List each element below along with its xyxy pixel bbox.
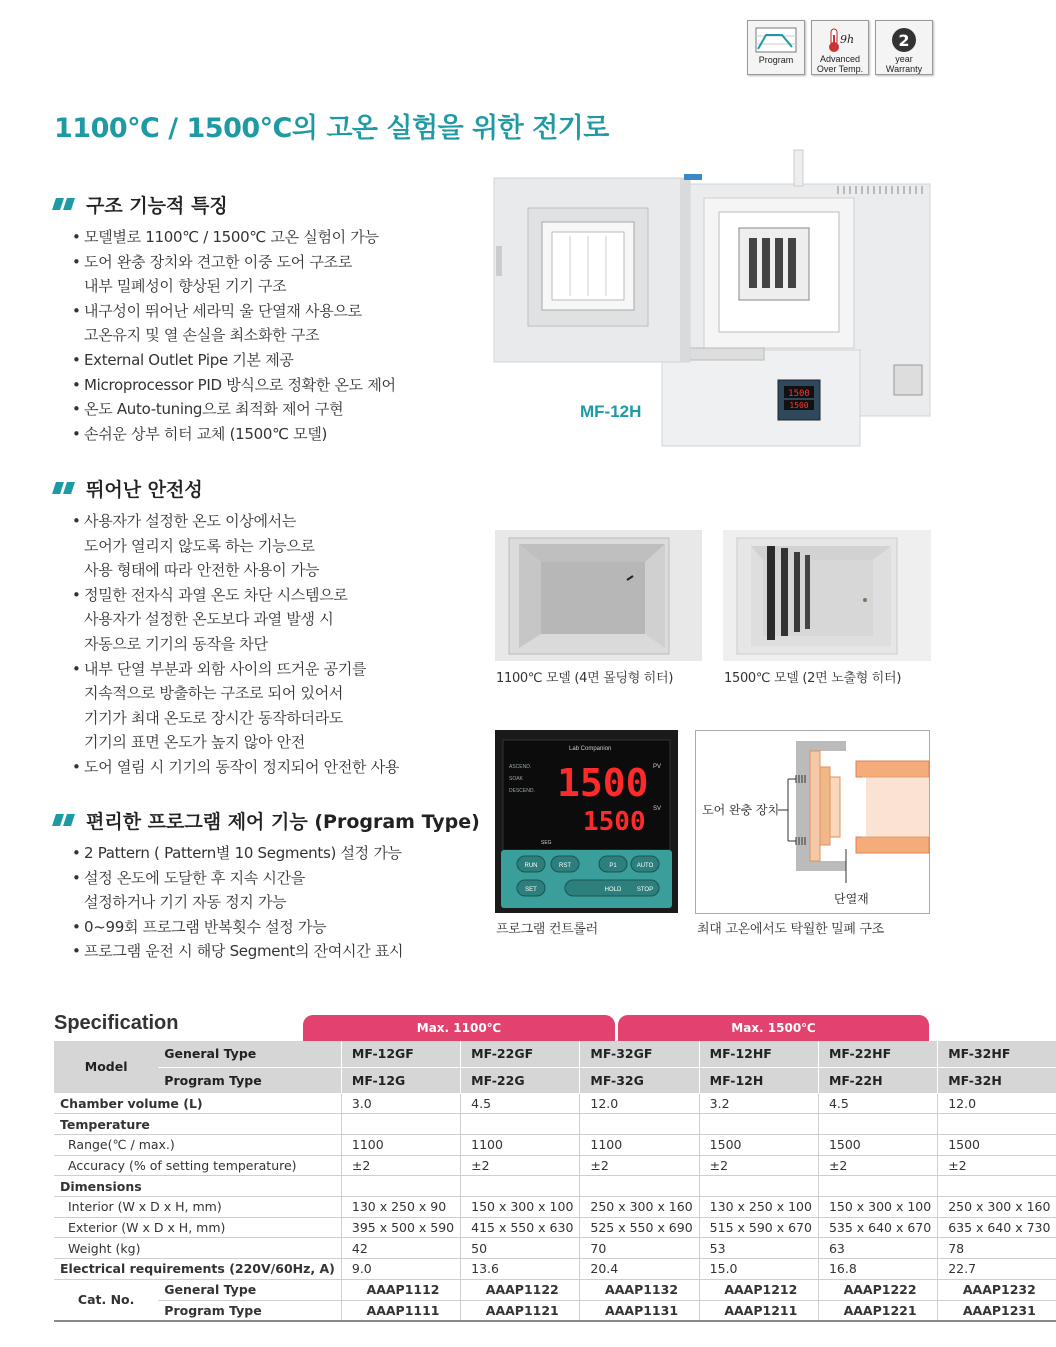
- spec-value: 9.0: [341, 1259, 460, 1280]
- spec-value: 42: [341, 1238, 460, 1259]
- model-name: MF-32HF: [938, 1041, 1056, 1067]
- spec-value: 130 x 250 x 90: [341, 1196, 460, 1217]
- controller-label: DESCEND.: [509, 788, 535, 794]
- bullet-dot: •: [72, 917, 81, 936]
- program-type-header: Program Type: [158, 1067, 341, 1093]
- bullet-item: [54, 915, 494, 940]
- bullet-item: [54, 373, 474, 398]
- program-type-label: Program Type: [158, 1300, 341, 1321]
- row-label: Electrical requirements (220V/60Hz, A): [54, 1259, 341, 1280]
- program-controller-image: [495, 730, 678, 913]
- bullet-dot: •: [72, 868, 81, 887]
- section-bullet-icon: [54, 196, 76, 212]
- model-name: MF-32GF: [580, 1041, 699, 1067]
- bullet-line: 설정 온도에 도달한 후 지속 시간을: [84, 868, 306, 887]
- chamber-1500-caption: 1500℃ 모델 (2면 노출형 히터): [724, 671, 902, 686]
- stop-button: STOP: [636, 887, 654, 893]
- cat-number: AAAP1112: [341, 1279, 460, 1300]
- bullet-line: 2 Pattern ( Pattern별 10 Segments) 설정 가능: [84, 844, 402, 862]
- spec-value: [580, 1176, 699, 1197]
- chamber-1500-image: [723, 530, 931, 661]
- model-header: Model: [54, 1041, 158, 1093]
- hold-button: HOLD: [604, 887, 622, 893]
- bullet-item: [54, 657, 474, 755]
- bullet-line: 도어 완충 장치와 견고한 이중 도어 구조로: [84, 252, 353, 271]
- p1-button: P1: [609, 863, 617, 869]
- bullet-item: [54, 939, 494, 964]
- general-type-header: General Type: [158, 1041, 341, 1067]
- group-1500-header: Max. 1500℃: [618, 1015, 929, 1041]
- spec-value: 415 x 550 x 630: [461, 1217, 580, 1238]
- spec-value: 395 x 500 x 590: [341, 1217, 460, 1238]
- bullet-line: 프로그램 운전 시 해당 Segment의 잔여시간 표시: [84, 942, 404, 961]
- spec-table: [54, 1041, 1056, 1322]
- model-label: MF-12H: [580, 402, 642, 421]
- cat-number: AAAP1211: [699, 1300, 818, 1321]
- bullet-item: [54, 866, 494, 915]
- bullet-dot: •: [72, 228, 81, 246]
- bullet-line: 손쉬운 상부 히터 교체 (1500℃ 모델): [84, 424, 328, 443]
- cat-number: AAAP1222: [818, 1279, 937, 1300]
- bullet-line: 모델별로 1100℃ / 1500℃ 고온 실험이 가능: [84, 228, 379, 246]
- spec-value: 20.4: [580, 1259, 699, 1280]
- bullet-line: Microprocessor PID 방식으로 정확한 온도 제어: [84, 375, 396, 394]
- sv-label: SV: [653, 806, 662, 812]
- model-name: MF-22GF: [461, 1041, 580, 1067]
- cat-number: AAAP1232: [938, 1279, 1056, 1300]
- table-row: [54, 1176, 1056, 1197]
- spec-value: 150 x 300 x 100: [461, 1196, 580, 1217]
- door-buffer-label: 도어 완충 장치: [702, 803, 780, 817]
- spec-value: 50: [461, 1238, 580, 1259]
- cat-number: AAAP1122: [461, 1279, 580, 1300]
- bullet-dot: •: [72, 350, 81, 369]
- spec-value: ±2: [341, 1155, 460, 1176]
- page-title: 1100℃ / 1500℃의 고온 실험을 위한 전기로: [54, 113, 609, 144]
- seal-caption: 최대 고온에서도 탁월한 밀폐 구조: [697, 922, 884, 937]
- furnace-product-image: [494, 150, 934, 450]
- warranty-badge: [875, 20, 933, 75]
- spec-value: 3.0: [341, 1093, 460, 1114]
- spec-value: [580, 1114, 699, 1135]
- bullet-item: [54, 422, 474, 447]
- bullet-dot: •: [72, 512, 81, 530]
- bullet-line: 사용자가 설정한 온도보다 과열 발생 시: [84, 610, 334, 629]
- spec-value: [938, 1114, 1056, 1135]
- spec-value: 150 x 300 x 100: [818, 1196, 937, 1217]
- model-name: MF-32G: [580, 1067, 699, 1093]
- bullet-dot: •: [72, 301, 81, 320]
- table-row: [54, 1114, 1056, 1135]
- bullet-line: 지속적으로 방출하는 구조로 되어 있어서: [84, 684, 344, 703]
- row-label: Dimensions: [54, 1176, 341, 1197]
- bullet-dot: •: [72, 252, 81, 271]
- spec-value: 250 x 300 x 160: [580, 1196, 699, 1217]
- spec-value: 130 x 250 x 100: [699, 1196, 818, 1217]
- section-structure: [54, 190, 474, 446]
- spec-value: ±2: [818, 1155, 937, 1176]
- model-name: MF-12HF: [699, 1041, 818, 1067]
- spec-value: 525 x 550 x 690: [580, 1217, 699, 1238]
- bullet-line: 내부 단열 부분과 외함 사이의 뜨거운 공기를: [84, 659, 367, 678]
- table-row: [54, 1196, 1056, 1217]
- bullet-dot: •: [72, 757, 81, 776]
- seal-structure-diagram: [695, 730, 930, 914]
- bullet-line: 0~99회 프로그램 반복횟수 설정 가능: [84, 917, 327, 936]
- row-label: Interior (W x D x H, mm): [54, 1196, 341, 1217]
- spec-value: 63: [818, 1238, 937, 1259]
- spec-value: [699, 1176, 818, 1197]
- bullet-item: [54, 583, 474, 657]
- model-name: MF-12G: [341, 1067, 460, 1093]
- cat-number: AAAP1131: [580, 1300, 699, 1321]
- spec-value: 1100: [461, 1134, 580, 1155]
- spec-value: [461, 1176, 580, 1197]
- bullet-dot: •: [72, 844, 81, 862]
- bullet-line: 고온유지 및 열 손실을 최소화한 구조: [84, 326, 320, 345]
- program-badge: [747, 20, 805, 75]
- spec-value: 12.0: [580, 1093, 699, 1114]
- bullet-line: 사용 형태에 따라 안전한 사용이 가능: [84, 561, 320, 580]
- run-button: RUN: [524, 863, 538, 869]
- row-label: Temperature: [54, 1114, 341, 1135]
- bullet-item: [54, 841, 494, 866]
- feature-badges: [747, 20, 933, 75]
- general-type-label: General Type: [158, 1279, 341, 1300]
- section-heading: 편리한 프로그램 제어 기능 (Program Type): [86, 810, 480, 833]
- controller-sv-display: 1500: [583, 807, 646, 837]
- model-name: MF-12H: [699, 1067, 818, 1093]
- bullet-dot: •: [72, 424, 81, 443]
- spec-value: ±2: [699, 1155, 818, 1176]
- spec-value: [818, 1114, 937, 1135]
- controller-label: ASCEND.: [509, 764, 532, 770]
- bullet-line: 온도 Auto-tuning으로 최적화 제어 구현: [84, 400, 344, 419]
- spec-value: [461, 1114, 580, 1135]
- spec-value: 250 x 300 x 160: [938, 1196, 1056, 1217]
- spec-value: 1500: [818, 1134, 937, 1155]
- bullet-dot: •: [72, 942, 81, 961]
- bullet-item: [54, 225, 474, 250]
- spec-value: [341, 1176, 460, 1197]
- spec-value: 1100: [341, 1134, 460, 1155]
- spec-value: [699, 1114, 818, 1135]
- bullet-dot: •: [72, 659, 81, 678]
- section-safety: [54, 474, 474, 780]
- cat-number: AAAP1231: [938, 1300, 1056, 1321]
- bullet-item: [54, 348, 474, 373]
- cat-number: AAAP1132: [580, 1279, 699, 1300]
- bullet-item: [54, 397, 474, 422]
- spec-value: 635 x 640 x 730: [938, 1217, 1056, 1238]
- bullet-line: 기기의 표면 온도가 높지 않아 안전: [84, 733, 306, 752]
- spec-value: 16.8: [818, 1259, 937, 1280]
- bullet-item: [54, 299, 474, 348]
- spec-value: 22.7: [938, 1259, 1056, 1280]
- spec-value: ±2: [938, 1155, 1056, 1176]
- chamber-1100-caption: 1100℃ 모델 (4면 몰딩형 히터): [496, 671, 674, 686]
- model-name: MF-22HF: [818, 1041, 937, 1067]
- table-row: [54, 1155, 1056, 1176]
- table-row: [54, 1134, 1056, 1155]
- bullet-item: [54, 250, 474, 299]
- cat-no-label: Cat. No.: [54, 1279, 158, 1321]
- controller-pv-display: 1500: [557, 761, 649, 805]
- section-heading: 뛰어난 안전성: [86, 478, 203, 501]
- spec-value: [818, 1176, 937, 1197]
- cat-number: AAAP1221: [818, 1300, 937, 1321]
- controller-label: SOAK: [509, 776, 523, 782]
- spec-value: 1500: [938, 1134, 1056, 1155]
- spec-value: 70: [580, 1238, 699, 1259]
- bullet-dot: •: [72, 375, 81, 394]
- cat-number: AAAP1111: [341, 1300, 460, 1321]
- svg-text:1500: 1500: [789, 401, 809, 410]
- spec-value: 1100: [580, 1134, 699, 1155]
- section-heading: 구조 기능적 특징: [86, 194, 228, 217]
- bullet-item: [54, 755, 474, 780]
- spec-value: [341, 1114, 460, 1135]
- spec-value: [938, 1176, 1056, 1197]
- row-label: Weight (kg): [54, 1238, 341, 1259]
- cat-number: AAAP1212: [699, 1279, 818, 1300]
- spec-value: 13.6: [461, 1259, 580, 1280]
- badge-label: year Warranty: [885, 54, 923, 74]
- table-row: [54, 1217, 1056, 1238]
- bullet-line: 내부 밀폐성이 향상된 기기 구조: [84, 277, 287, 296]
- bullet-line: 사용자가 설정한 온도 이상에서는: [84, 512, 297, 530]
- controller-brand: Lab Companion: [569, 746, 612, 752]
- row-label: Exterior (W x D x H, mm): [54, 1217, 341, 1238]
- pv-label: PV: [653, 764, 662, 770]
- bullet-line: 기기가 최대 온도로 장시간 동작하더라도: [84, 708, 344, 727]
- bullet-line: 도어가 열리지 않도록 하는 기능으로: [84, 536, 315, 555]
- model-name: MF-22G: [461, 1067, 580, 1093]
- badge-label: Program: [758, 55, 794, 65]
- spec-value: 515 x 590 x 670: [699, 1217, 818, 1238]
- svg-text:1500: 1500: [788, 389, 810, 399]
- program-graph-icon: [755, 25, 797, 55]
- badge-label: Advanced Over Temp.: [816, 54, 864, 74]
- table-row: [54, 1259, 1056, 1280]
- svg-text:9h: 9h: [840, 32, 855, 46]
- auto-button: AUTO: [636, 863, 654, 869]
- warranty-number: 2: [898, 30, 910, 50]
- bullet-line: 정밀한 전자식 과열 온도 차단 시스템으로: [84, 585, 348, 604]
- table-row: [54, 1093, 1056, 1114]
- controller-caption: 프로그램 컨트롤러: [496, 922, 598, 937]
- bullet-dot: •: [72, 400, 81, 419]
- spec-value: 12.0: [938, 1093, 1056, 1114]
- bullet-line: 도어 열림 시 기기의 동작이 정지되어 안전한 사용: [84, 757, 400, 776]
- spec-title: Specification: [54, 1012, 179, 1034]
- spec-value: 3.2: [699, 1093, 818, 1114]
- program-list: [54, 841, 494, 964]
- set-button: SET: [525, 887, 537, 893]
- bullet-line: External Outlet Pipe 기본 제공: [84, 350, 294, 369]
- thermometer-icon: [823, 25, 857, 54]
- seg-label: SEG: [541, 840, 552, 846]
- row-label: Chamber volume (L): [54, 1093, 341, 1114]
- bullet-item: [54, 509, 474, 583]
- bullet-dot: •: [72, 585, 81, 604]
- spec-value: ±2: [580, 1155, 699, 1176]
- bullet-line: 내구성이 뛰어난 세라믹 울 단열재 사용으로: [84, 301, 362, 320]
- feature-list: [54, 225, 474, 446]
- over-temp-badge: [811, 20, 869, 75]
- bullet-line: 설정하거나 기기 자동 정지 가능: [84, 893, 287, 912]
- rst-button: RST: [559, 863, 571, 869]
- insulation-label: 단열재: [834, 892, 869, 906]
- spec-value: 53: [699, 1238, 818, 1259]
- model-name: MF-12GF: [341, 1041, 460, 1067]
- warranty-2-icon: [890, 25, 918, 54]
- spec-value: 535 x 640 x 670: [818, 1217, 937, 1238]
- section-bullet-icon: [54, 812, 76, 828]
- section-program: [54, 806, 494, 964]
- row-label: Range(℃ / max.): [54, 1134, 341, 1155]
- model-name: MF-22H: [818, 1067, 937, 1093]
- table-row: [54, 1238, 1056, 1259]
- bullet-line: 자동으로 기기의 동작을 차단: [84, 634, 268, 653]
- model-name: MF-32H: [938, 1067, 1056, 1093]
- row-label: Accuracy (% of setting temperature): [54, 1155, 341, 1176]
- cat-number: AAAP1121: [461, 1300, 580, 1321]
- spec-value: 15.0: [699, 1259, 818, 1280]
- chamber-1100-image: [495, 530, 702, 661]
- section-bullet-icon: [54, 480, 76, 496]
- spec-value: 4.5: [461, 1093, 580, 1114]
- group-1100-header: Max. 1100℃: [303, 1015, 615, 1041]
- spec-value: 4.5: [818, 1093, 937, 1114]
- safety-list: [54, 509, 474, 780]
- spec-value: 78: [938, 1238, 1056, 1259]
- spec-value: ±2: [461, 1155, 580, 1176]
- spec-value: 1500: [699, 1134, 818, 1155]
